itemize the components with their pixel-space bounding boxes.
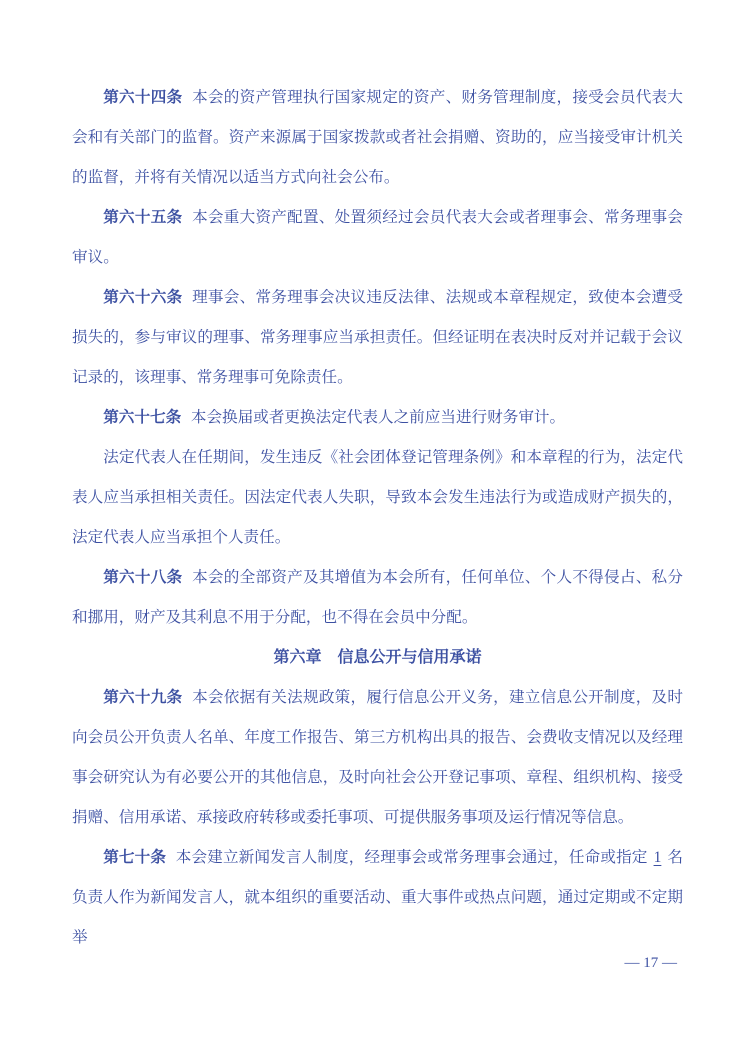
article-68-text: 本会的全部资产及其增值为本会所有，任何单位、个人不得侵占、私分和挪用，财产及其利息不用于分配，也不得在会员中分配。 xyxy=(72,569,683,626)
article-68-paragraph xyxy=(72,558,683,638)
article-70-text-before: 本会建立新闻发言人制度，经理事会或常务理事会通过，任命或指定 xyxy=(175,849,652,866)
article-64-number: 第六十四条 xyxy=(103,89,183,106)
article-67-text: 本会换届或者更换法定代表人之前应当进行财务审计。 xyxy=(190,409,566,426)
article-70-number: 第七十条 xyxy=(103,849,167,866)
page-number: — 17 — xyxy=(624,955,677,971)
article-67-number: 第六十七条 xyxy=(103,409,182,426)
article-70-underlined-count: 1 xyxy=(653,849,662,866)
article-70-paragraph xyxy=(72,838,683,958)
article-69-paragraph xyxy=(72,678,683,838)
article-67-paragraph xyxy=(72,398,683,438)
article-65-paragraph xyxy=(72,198,683,278)
article-64-paragraph xyxy=(72,78,683,198)
article-66-paragraph xyxy=(72,278,683,398)
article-66-text: 理事会、常务理事会决议违反法律、法规或本章程规定，致使本会遭受损失的，参与审议的理事、常务理事应当承担责任。但经证明在表决时反对并记载于会议记录的，该理事、常务理事可免除责任。 xyxy=(72,289,683,386)
article-65-number: 第六十五条 xyxy=(103,209,183,226)
article-69-text: 本会依据有关法规政策，履行信息公开义务，建立信息公开制度，及时向会员公开负责人名单、年度工作报告、第三方机构出具的报告、会费收支情况以及经理事会研究认为有必要公开的其他信息，及时向社会公开登记事项、章程、组织机构、接受捐赠、信用承诺、承接政府转移或委托事项、可提供服务事项及运行情况等信息。 xyxy=(72,689,683,826)
article-66-number: 第六十六条 xyxy=(103,289,183,306)
article-65-text: 本会重大资产配置、处置须经过会员代表大会或者理事会、常务理事会审议。 xyxy=(72,209,683,266)
article-70-text-after: 名负责人作为新闻发言人，就本组织的重要活动、重大事件或热点问题，通过定期或不定期举 xyxy=(72,849,683,946)
chapter-6-heading: 第六章 信息公开与信用承诺 xyxy=(273,649,482,666)
article-69-number: 第六十九条 xyxy=(103,689,183,706)
article-68-number: 第六十八条 xyxy=(103,569,183,586)
article-64-text: 本会的资产管理执行国家规定的资产、财务管理制度，接受会员代表大会和有关部门的监督。资产来源属于国家拨款或者社会捐赠、资助的，应当接受审计机关的监督，并将有关情况以适当方式向社会公布。 xyxy=(72,89,683,186)
legal-representative-paragraph: 法定代表人在任期间，发生违反《社会团体登记管理条例》和本章程的行为，法定代表人应当承担相关责任。因法定代表人失职，导致本会发生违法行为或造成财产损失的，法定代表人应当承担个人责任。 xyxy=(72,449,683,546)
